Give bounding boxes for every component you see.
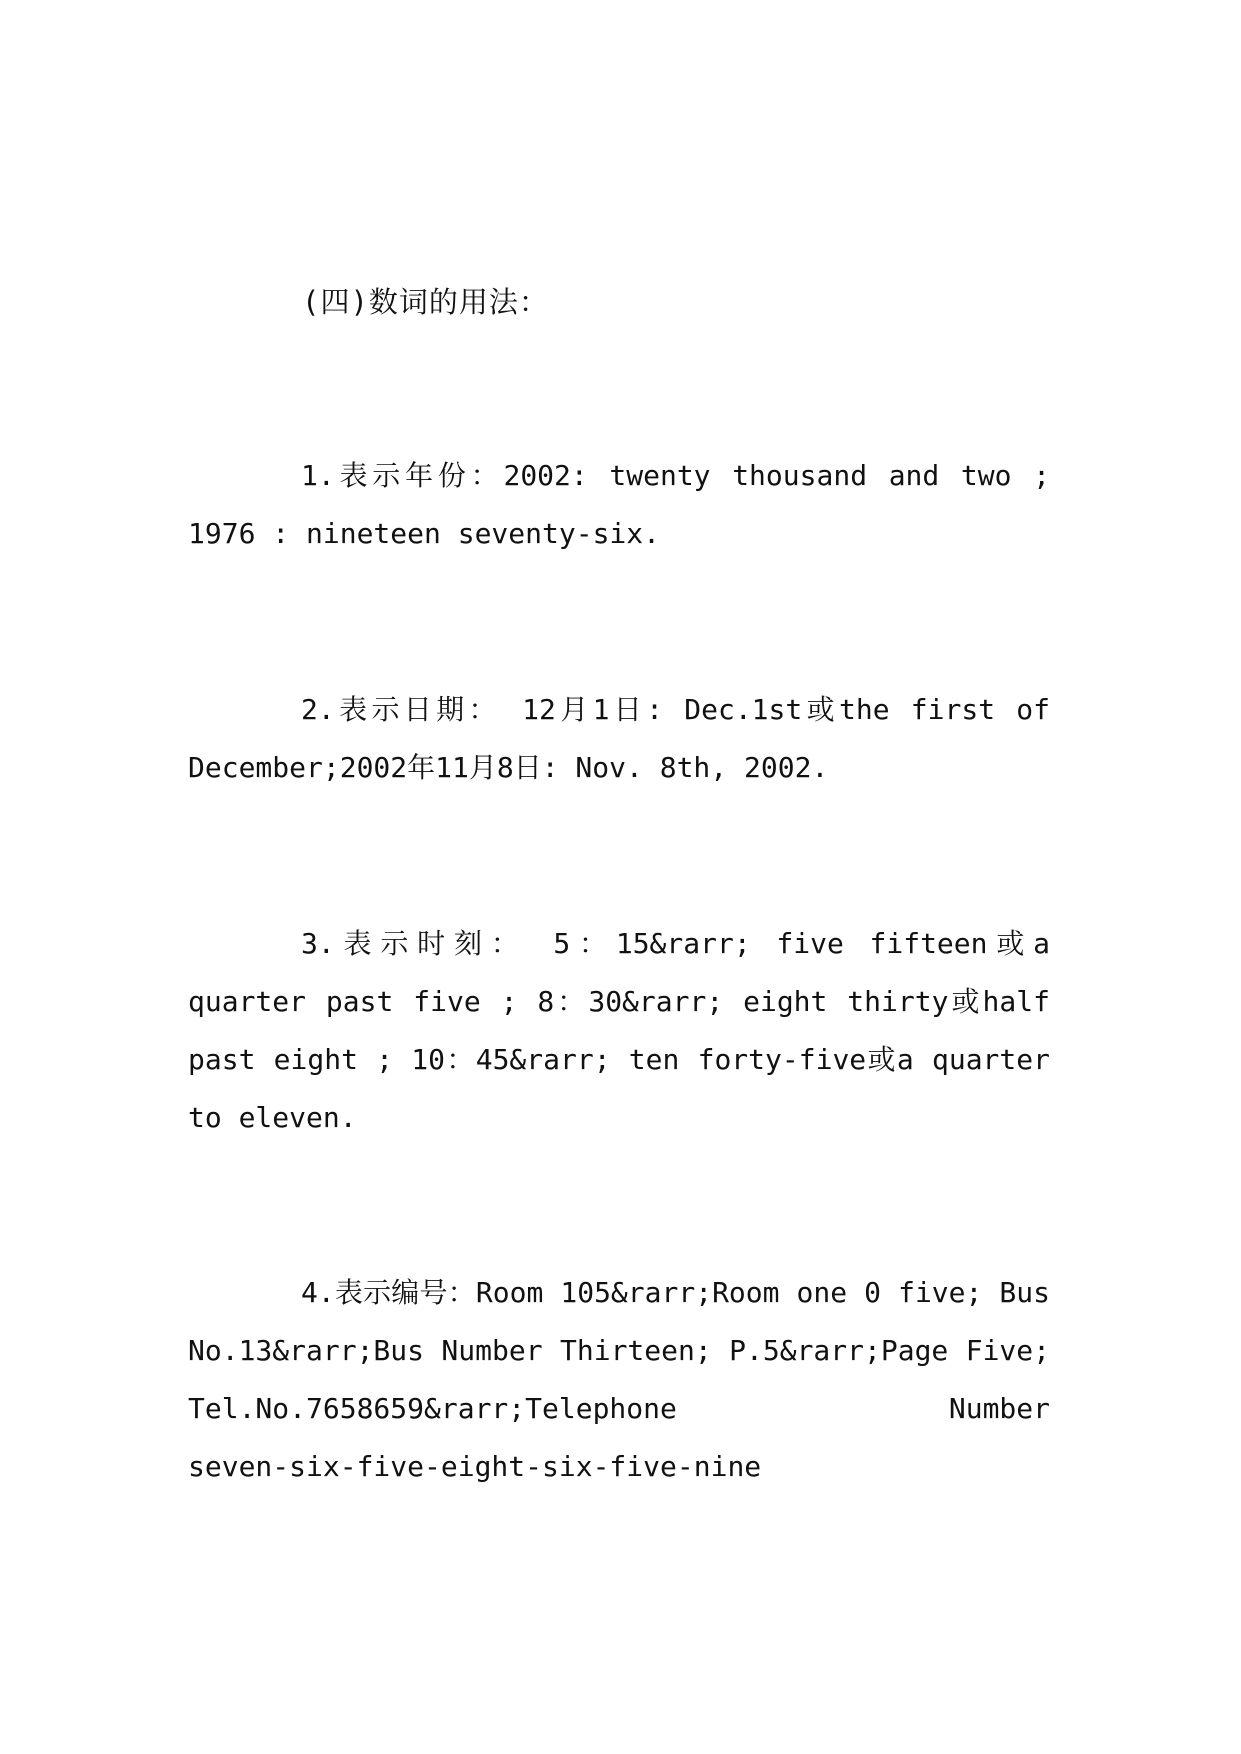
paragraph-line: 3.表示时刻： 5：15&rarr; five fifteen或a (301, 927, 1050, 960)
paragraph-line: quarter past five ; 8：30&rarr; eight thirty或half (188, 985, 1050, 1018)
paragraph-line: No.13&rarr;Bus Number Thirteen; P.5&rarr;Page Five; (188, 1334, 1050, 1367)
paragraph-line: Tel.No.7658659&rarr;Telephone Number (188, 1392, 1050, 1425)
paragraph-line: 1.表示年份：2002: twenty thousand and two ; (301, 459, 1050, 492)
paragraph-date (188, 681, 1050, 797)
paragraph-year (188, 447, 1050, 563)
paragraph-line: past eight ; 10：45&rarr; ten forty-five或a quarter (188, 1043, 1050, 1076)
paragraph-line: December;2002年11月8日: Nov. 8th, 2002. (188, 751, 829, 784)
paragraph-line: 4.表示编号：Room 105&rarr;Room one 0 five; Bus (301, 1276, 1050, 1309)
paragraph-line: 1976 : nineteen seventy-six. (188, 517, 661, 550)
paragraph-time (188, 915, 1050, 1147)
paragraph-number (188, 1264, 1050, 1496)
section-heading: (四)数词的用法： (302, 285, 549, 319)
paragraph-line: to eleven. (188, 1101, 357, 1134)
paragraph-line: seven-six-five-eight-six-five-nine (188, 1450, 762, 1483)
paragraph-line: 2.表示日期： 12月1日: Dec.1st或the first of (301, 693, 1050, 726)
